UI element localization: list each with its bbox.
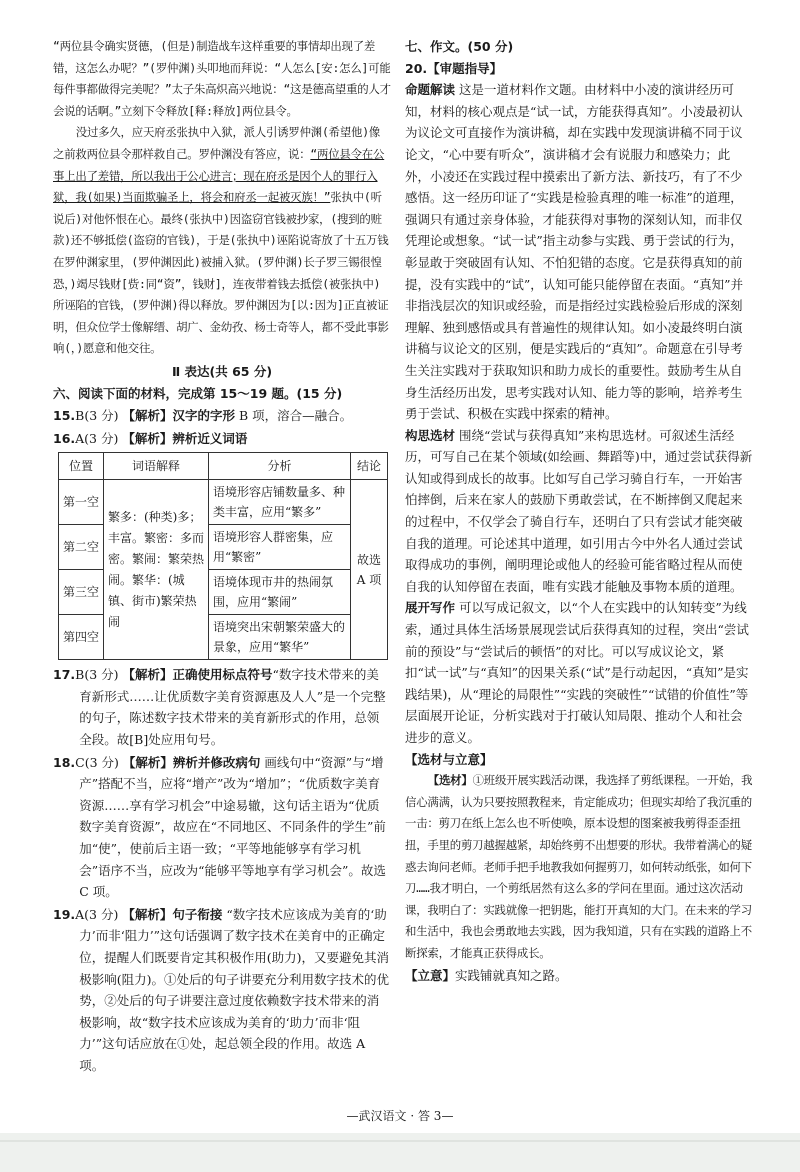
translation-text-end: 张执中(听说后)对他怀恨在心。最终(张执中)因盗窃官钱被抄家，(搜到的赃款)还不够抵偿(盗窃的官钱)，于是(张执中)诬陷说寄放了十五万钱在罗仲渊家里，(罗仲渊因此)被捕入狱。(罗仲渊)长子罗三锡很惶恐，)竭尽钱财[赀:同“资”，钱财]，连夜带着钱去抵偿(被张执中)所诬陷的官钱，(罗仲渊)得以释放。罗仲渊因为[以:因为]正直被证明，但众位学士像解缙、胡广、金幼孜、杨士奇等人，都不受此事影响(，)愿意和他交往。 <box>53 190 389 356</box>
material-tag: 【选材】 <box>427 773 473 788</box>
section-six-heading: 六、阅读下面的材料，完成第 15～19 题。(15 分) <box>53 385 343 401</box>
page-footer: —武汉语文 · 答 3— <box>346 1109 454 1123</box>
subheading: 命题解读 <box>405 82 456 98</box>
theme-paragraph <box>405 965 753 987</box>
table-header: 分析 <box>209 453 351 480</box>
guide-interpretation <box>405 79 753 425</box>
answer-19 <box>53 904 391 1077</box>
question-number: 20. <box>405 60 428 76</box>
analysis-text: “数字技术应该成为美育的‘助力’而非‘阻力’”这句话强调了数字技术在美育中的正确定位，提醒人们既要肯定其积极作用(助力)，又要避免其消极影响(阻力)。①处后的句子讲要充分利用数字技术的优势，②处后的句子讲要注意过度依赖数字技术带来的消极影响，故“数字技术应该成为美育的‘助力’而非‘阻力’”这句话应放在①处，起总领全段的作用。故选 A 项。 <box>79 906 390 1073</box>
answer-17 <box>53 664 391 750</box>
guide-writing <box>405 597 753 748</box>
table-cell-position: 第四空 <box>59 615 104 660</box>
guide-material <box>405 425 753 598</box>
guide-text: 可以写成记叙文，以“个人在实践中的认知转变”为线索，通过具体生活场景展现尝试后获得真知的过程，突出“尝试前的预设”与“尝试后的顿悟”的对比。可以写成议论文，紧扣“试一试”与“真知”的因果关系(“试”是行动起因，“真知”是实践结果)，从“理论的局限性”“实践的突破性”“试错的价值性”等层面展开论证，分析实践对于打破认知局限、推动个人和社会进步的意义。 <box>405 600 749 745</box>
answer-16 <box>53 428 391 450</box>
translation-text: 没过多久，应天府丞张执中入狱，派人引诱罗仲渊(希望他)像之前救两位县令那样救自己。罗仲渊没有答应，说： <box>53 125 381 161</box>
answer-15 <box>53 405 391 427</box>
material-theme-heading: 【选材与立意】 <box>405 751 493 767</box>
analysis-tag: 【解析】句子衔接 <box>122 906 223 922</box>
table-cell-explain: 繁多：(种类)多；丰富。繁密：多而密。繁闹：繁荣热闹。繁华：(城镇、街市)繁荣热闹 <box>104 480 209 660</box>
answer-18 <box>53 752 391 903</box>
table-header: 结论 <box>351 453 388 480</box>
analysis-text: 画线句中“资源”与“增产”搭配不当，应将“增产”改为“增加”；“优质数字美育资源……享有学习机会”中途易辙，这句话主语为“优质数字美育资源”，故应在“不同地区、不同条件的学生”前加“使”，使前后主语一致；“平等地能够享有学习机会”语序不当，应改为“能够平等地享有学习机会”。故选 C 项。 <box>79 754 386 900</box>
table-cell-analysis: 语境形容店铺数量多、种类丰富，应用“繁多” <box>209 480 351 525</box>
guide-text: 围绕“尝试与获得真知”来构思选材。可叙述生活经历，可写自己在某个领域(如绘画、舞蹈等)中，通过尝试获得新认知或得到成长的故事。比如写自己学习骑自行车，一开始害怕摔倒，后来在家人的鼓励下勇敢尝试，在不断摔倒又爬起来的过程中，不仅学会了骑自行车，还明白了只有尝试才能突破自我的道理。可论述其中道理，如引用古今中外名人通过尝试取得成功的事例，阐明理论或他人的经验可能省略过程从而使自我的认知停留在表面，唯有实践才能触及事物本质的道理。 <box>405 427 753 594</box>
table-header: 位置 <box>59 453 104 480</box>
answer-score: B(3 分) <box>75 667 119 683</box>
question-number: 19. <box>53 906 76 922</box>
answer-score: A(3 分) <box>75 906 119 922</box>
underlined-translation: “两位县令在公事上出了差错，所以我出于公心进言；现在府丞是因个人的罪行入狱，我(如果)当面欺骗圣上，将会和府丞一起被灭族！” <box>53 146 385 205</box>
analysis-text: “数字技术带来的美育新形式……让优质数字美育资源惠及人人”是一个完整的句子，陈述数字技术带来的美育新形式的作用，总领全段。故[B]处应用句号。 <box>79 667 386 748</box>
answer-score: A(3 分) <box>75 430 119 446</box>
material-text: ①班级开展实践活动课，我选择了剪纸课程。一开始，我信心满满，认为只要按照教程来，肯定能成功；但现实却给了我沉重的一击：剪刀在纸上怎么也不听使唤，原本设想的图案被我剪得歪歪扭扭，手里的剪刀越握越紧，却始终剪不出想要的形状。我带着满心的疑惑去询问老师。老师手把手地教我如何握剪刀，如何转动纸张，如何下刀……我才明白，一个剪纸居然有这么多的学问在里面。通过这次活动课，我明白了：实践就像一把钥匙，能打开真知的大门。在未来的学习和生活中，我也会勇敢地去实践，因为我知道，只有在实践的道路上不断探索，才能真正获得成长。 <box>405 773 753 960</box>
theme-text: 实践铺就真知之路。 <box>455 967 568 983</box>
table-cell-analysis: 语境突出宋朝繁荣盛大的景象，应用“繁华” <box>209 615 351 660</box>
table-header: 词语解释 <box>104 453 209 480</box>
table-cell-analysis: 语境体现市井的热闹氛围，应用“繁闹” <box>209 570 351 615</box>
analysis-tag: 【解析】辨析近义词语 <box>122 430 248 446</box>
left-column <box>53 36 391 1077</box>
answer-score: B(3 分) <box>75 408 119 424</box>
material-paragraph <box>405 770 753 964</box>
table-header-row <box>59 453 388 480</box>
analysis-tag: 【解析】正确使用标点符号 <box>122 667 273 683</box>
analysis-tag: 【解析】辨析并修改病句 <box>122 754 261 770</box>
analysis-tag: 【解析】汉字的字形 <box>122 408 236 424</box>
question-20-heading <box>405 58 753 80</box>
analysis-text: B 项，溶合—融合。 <box>239 408 353 424</box>
section-title-expression: Ⅱ 表达(共 65 分) <box>171 363 273 379</box>
right-column <box>405 36 753 986</box>
table-cell-position: 第一空 <box>59 480 104 525</box>
question-number: 18. <box>53 754 76 770</box>
question-number: 15. <box>53 408 76 424</box>
translation-paragraph-2 <box>53 122 391 360</box>
question-number: 16. <box>53 430 76 446</box>
subheading: 构思选材 <box>405 427 456 443</box>
answer-score: C(3 分) <box>75 754 119 770</box>
guide-tag: 【审题指导】 <box>427 60 503 76</box>
table-cell-analysis: 语境形容人群密集，应用“繁密” <box>209 525 351 570</box>
bottom-bar <box>0 1133 800 1172</box>
table-row <box>59 480 388 525</box>
question-number: 17. <box>53 667 76 683</box>
table-cell-conclusion: 故选 A 项 <box>351 480 388 660</box>
guide-text: 这是一道材料作文题。由材料中小凌的演讲经历可知，材料的核心观点是“试一试，方能获得真知”。小凌最初认为议论文可直接作为演讲稿，却在实践中发现演讲稿不同于议论文，“心中要有听众”，演讲稿才会有说服力和感染力；此外，小凌还在实践过程中摸索出了新方法、新技巧，有了不少感悟。这一经历印证了“实践是检验真理的唯一标准”的道理，强调只有通过亲身体验，才能获得对事物的深刻认知，而非仅凭理论或想象。“试一试”指主动参与实践、勇于尝试的行为，彰显敢于突破固有认知、不怕犯错的态度。它是获得真知的前提，没有实践中的“试”，认知可能只能停留在表面。“真知”并非指浅层次的知识或经验，而是指经过实践检验后形成的深刻理解、独到感悟或具有普遍性的规律认知。如小凌最终明白演讲稿与议论文的区别，便是实践后的“真知”。命题意在引导考生关注实践对于获取知识和助力成长的重要性。鼓励考生从自身生活经历出发，思考实践对认知、能力等的影响，培养考生勇于尝试、积极在实践中探索的精神。 <box>405 82 744 422</box>
section-seven-heading: 七、作文。(50 分) <box>405 39 514 54</box>
translation-paragraph-1: “两位县令确实贤德，(但是)制造战车这样重要的事情却出现了差错，这怎么办呢？”(罗仲渊)头叩地而拜说：“人怎么[安:怎么]可能每件事都做得完美呢？”太子朱高炽高兴地说：“这是德高望重的人才会说的话啊。”立刻下令释放[释:释放]两位县令。 <box>53 39 391 118</box>
subheading: 展开写作 <box>405 600 456 616</box>
word-analysis-table <box>58 452 388 660</box>
theme-tag: 【立意】 <box>405 967 456 983</box>
table-cell-position: 第二空 <box>59 525 104 570</box>
table-cell-position: 第三空 <box>59 570 104 615</box>
bottom-divider <box>0 1140 800 1142</box>
